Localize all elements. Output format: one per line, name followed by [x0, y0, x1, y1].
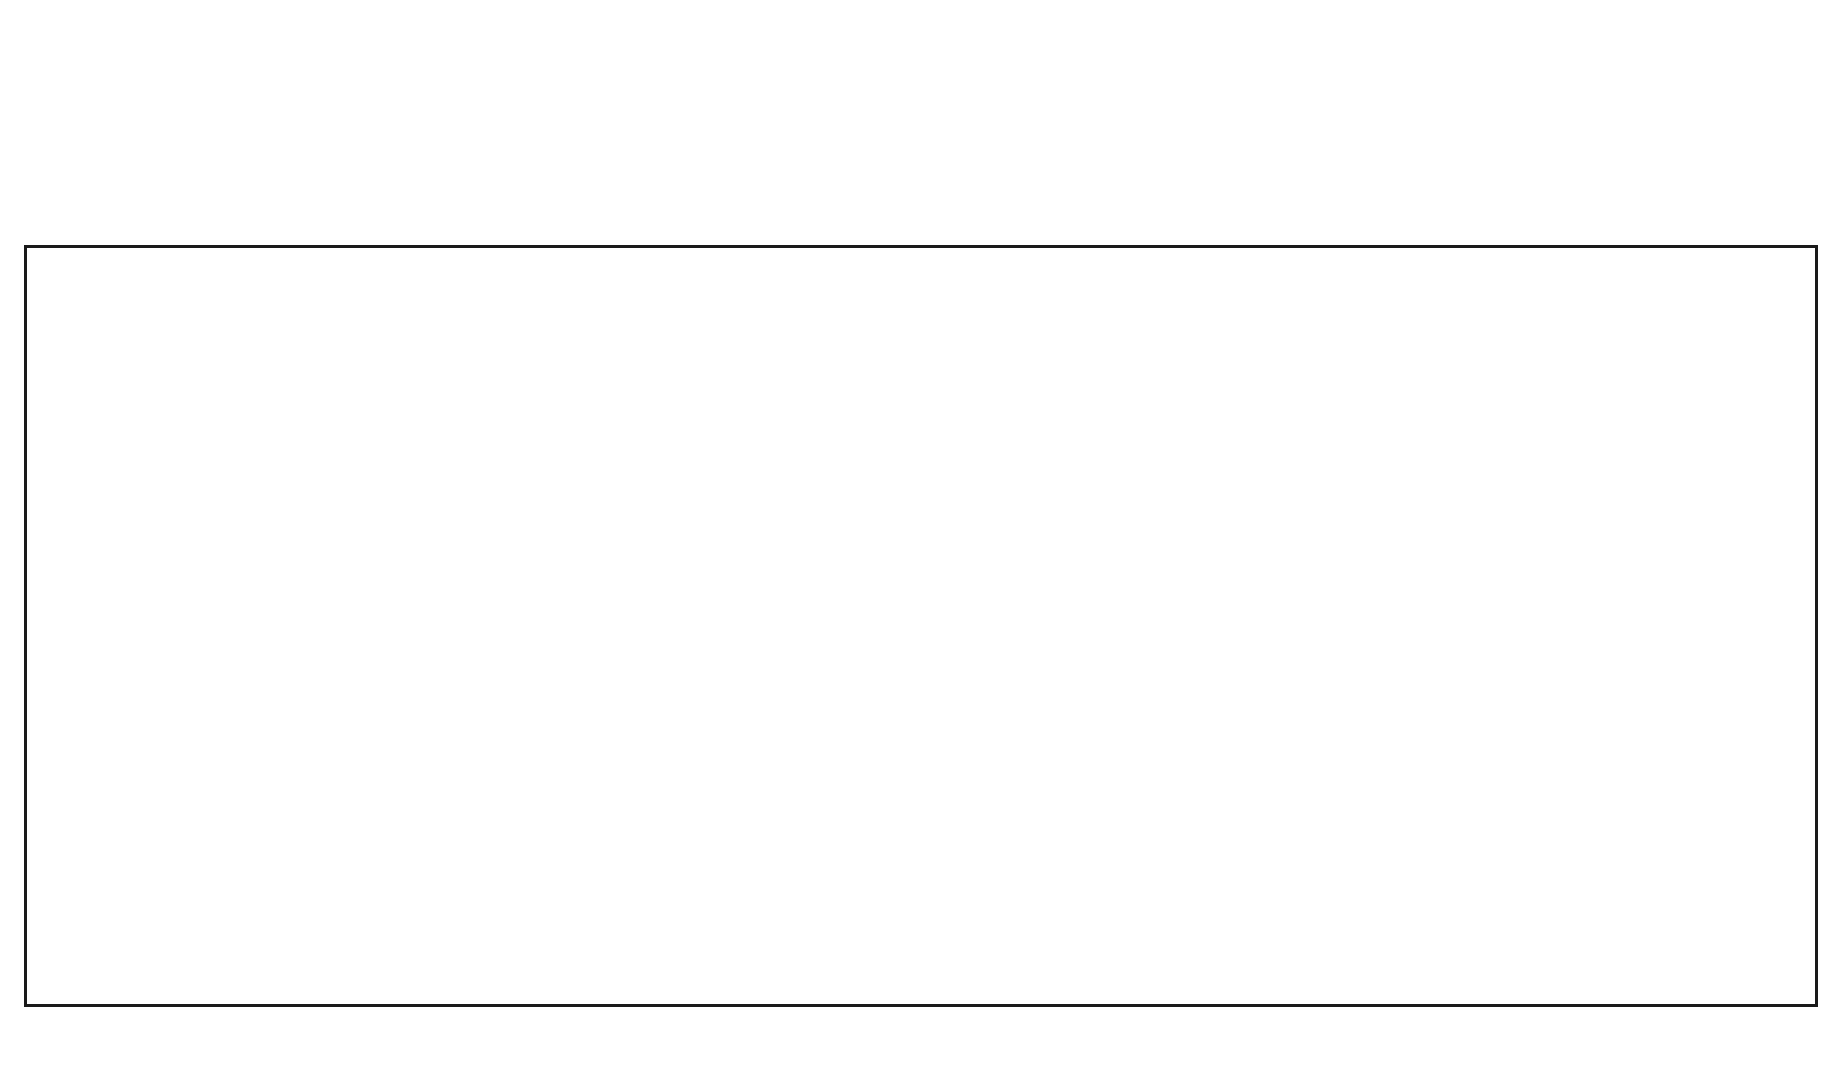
- materials-table: [24, 245, 1818, 1007]
